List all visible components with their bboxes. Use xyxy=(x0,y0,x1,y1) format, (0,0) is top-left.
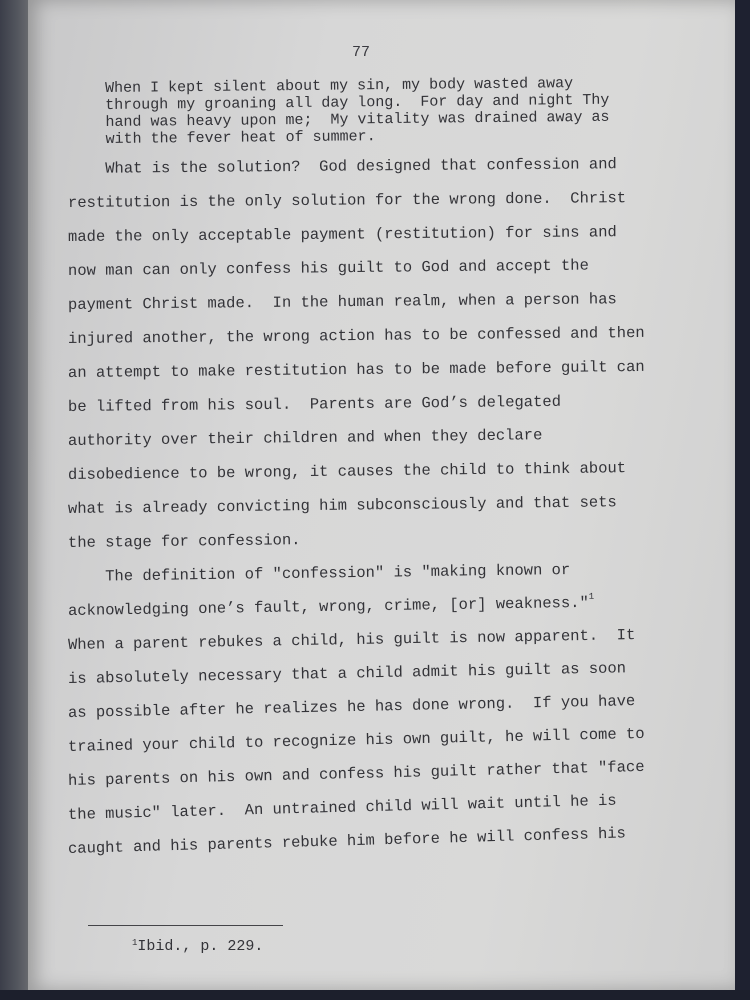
paragraph-1-line: payment Christ made. In the human realm, when a person has xyxy=(67,290,617,314)
quote-line: When I kept silent about my sin, my body wasted away xyxy=(105,75,574,97)
paragraph-1-line: injured another, the wrong action has to be confessed and then xyxy=(67,323,645,348)
paragraph-1-line: restitution is the only solution for the wrong done. Christ xyxy=(67,189,627,212)
page-bottom-shadow xyxy=(0,990,750,1000)
paragraph-2-line: is absolutely necessary that a child admit his guilt as soon xyxy=(67,659,627,688)
paragraph-2-line: When a parent rebukes a child, his guilt is now apparent. It xyxy=(67,626,636,654)
paragraph-1-line: what is already convicting him subconsciously and that sets xyxy=(67,493,617,518)
page-number: 77 xyxy=(352,44,371,61)
quote-line: with the fever heat of summer. xyxy=(105,128,376,148)
paragraph-1-line: What is the solution? God designed that confession and xyxy=(67,155,617,178)
paragraph-1-line: authority over their children and when they declare xyxy=(67,426,543,450)
footnote xyxy=(132,938,263,955)
block-quote xyxy=(105,74,666,148)
paragraph-2-line: his parents on his own and confess his guilt rather that "face xyxy=(67,757,645,790)
footnote-marker: 1 xyxy=(132,938,138,948)
footnote-reference: 1 xyxy=(588,591,595,602)
quote-line: through my groaning all day long. For day and night Thy xyxy=(105,91,610,114)
paragraph-1-line: be lifted from his soul. Parents are God’s delegated xyxy=(67,392,562,416)
paragraph-1-line: the stage for confession. xyxy=(67,531,301,552)
paragraph-2-line: trained your child to recognize his own guilt, he will come to xyxy=(67,724,645,756)
paragraph-1-line: disobedience to be wrong, it causes the child to think about xyxy=(67,459,627,484)
footnote-text: Ibid., p. 229. xyxy=(137,938,264,955)
paragraph-2-line-text: acknowledging one’s fault, wrong, crime, [or] weakness." xyxy=(67,593,589,620)
paragraph-1-line: an attempt to make restitution has to be made before guilt can xyxy=(67,357,645,382)
paragraph-1-line: now man can only confess his guilt to God and accept the xyxy=(67,256,589,280)
paragraph-2-line: as possible after he realizes he has done wrong. If you have xyxy=(67,692,636,722)
page-right-shadow xyxy=(735,0,750,1000)
footnote-divider xyxy=(88,925,283,926)
paragraph-2-line: The definition of "confession" is "making known or xyxy=(67,560,571,586)
paragraph-2-line: the music" later. An untrained child will wait until he is xyxy=(67,791,617,824)
paragraph-2-line: caught and his parents rebuke him before he will confess his xyxy=(67,824,627,858)
paragraph-1-line: made the only acceptable payment (restitution) for sins and xyxy=(67,223,617,246)
book-spine xyxy=(0,0,30,1000)
quote-line: hand was heavy upon me; My vitality was drained away as xyxy=(105,108,610,131)
